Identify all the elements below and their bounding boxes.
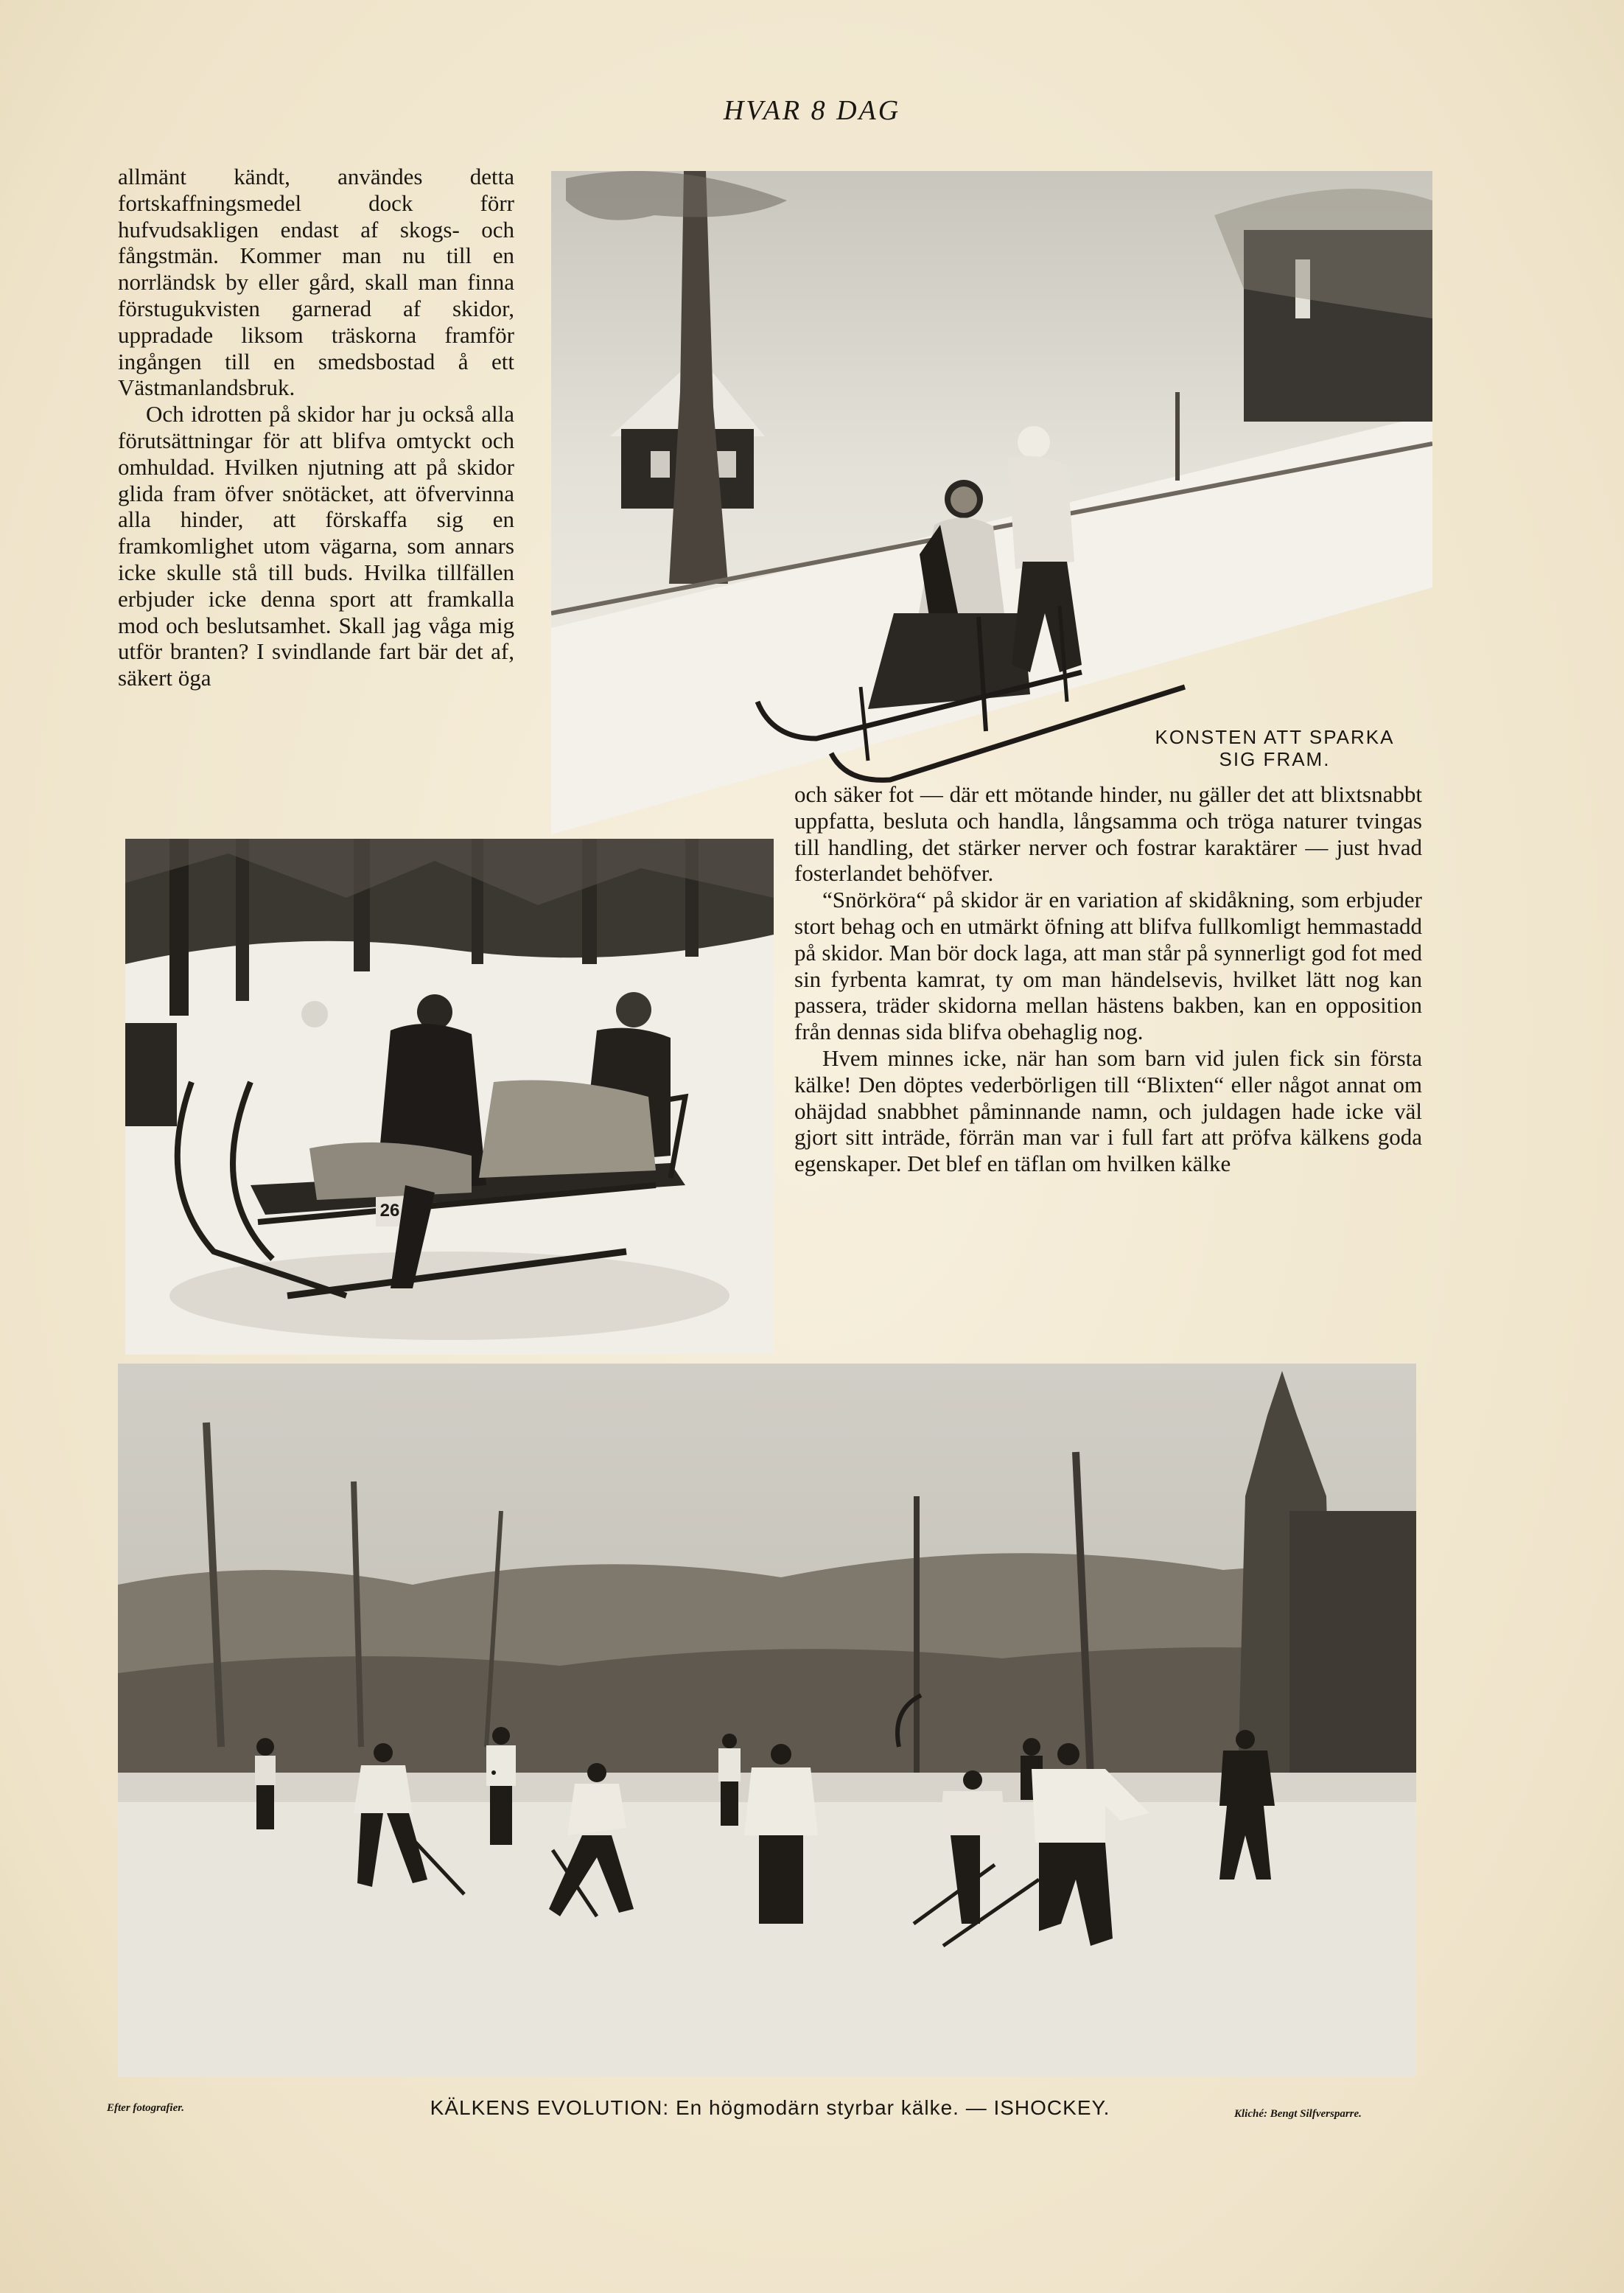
caption-kick-sled [1127,726,1422,770]
left-paragraph-1: allmänt kändt, användes detta fortskaffningsmedel dock förr hufvudsakligen endast af skogs- och fångstmän. Kommer man nu till en norrländsk by eller gård, skall man finna förstugukvisten garnerad af skidor, uppradade liksom träskorna framför ingången till en smedsbostad å ett Västmanlandsbruk. [118,164,514,401]
right-paragraph-2: “Snörköra“ på skidor är en variation af skidåkning, som erbjuder stort behag och en utmärkt öfning att blifva fullkomligt hemmastadd på skidor. Man bör dock laga, att man står på synnerligt god fot med sin fyrbenta kamrat, ty om man händelsevis, hvilket lätt nog kan passera, träder skidorna mellan hästens bakben, kan en opposition från dennas sida blifva obehaglig nog. [794,887,1422,1045]
caption-kick-sled-line-1: KONSTEN ATT SPARKA [1155,726,1395,748]
right-paragraph-1: och säker fot — där ett mötande hinder, nu gäller det att blixtsnabbt uppfatta, besluta och handla, långsamma och tröga naturer tvingas till handling, det stärker nerver och fostrar karaktärer — just hvad fosterlandet behöfver. [794,781,1422,887]
photo-horse-sled [125,839,774,1355]
sled-number: 26 [379,1201,400,1221]
left-paragraph-2: Och idrotten på skidor har ju också alla förutsättningar för att blifva omtyckt och omhuldad. Hvilken njutning att på skidor glida fram öfver snötäcket, att öfvervinna alla hinder, att förskaffa sig en framkomlighet utom vägarna, som annars icke skulle stå till buds. Hvilka tillfällen erbjuder icke denna sport att framkalla mod och beslutsamhet. Skall jag våga mig utför branten? I svindlande fart bär det af, säkert öga [118,401,514,691]
masthead: HVAR 8 DAG [723,95,901,126]
right-column [794,781,1422,1177]
caption-bottom: KÄLKENS EVOLUTION: En högmodärn styrbar kälke. — ISHOCKEY. [430,2096,1110,2119]
right-paragraph-3: Hvem minnes icke, när han som barn vid julen fick sin första kälke! Den döptes vederbörligen till “Blixten“ eller något annat om ohäjdad snabbhet påminnande namn, och juldagen hade icke väl gjort sitt inträde, förrän man var i full fart att pröfva kälkens goda egenskaper. Det blef en täflan om hvilken kälke [794,1044,1422,1177]
photo-credit-right: Kliché: Bengt Silfversparre. [1234,2108,1362,2120]
left-column [118,164,514,691]
photo-ice-hockey [118,1364,1416,2077]
caption-kick-sled-line-2: SIG FRAM. [1219,748,1331,770]
photo-credit-left: Efter fotografier. [107,2102,184,2114]
